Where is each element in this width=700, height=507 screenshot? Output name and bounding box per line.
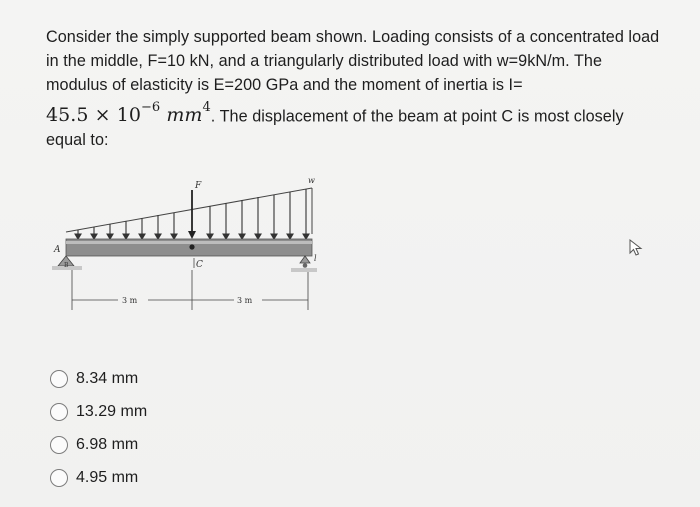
question-line-2: in the middle, F=10 kN, and a triangularly distributed load with w=9kN/m. The — [46, 52, 603, 70]
label-l: l — [314, 254, 317, 263]
option-3-label[interactable]: 6.98 mm — [76, 435, 139, 453]
option-2-radio[interactable] — [50, 403, 68, 421]
option-3-radio[interactable] — [50, 436, 68, 454]
math-base: 10 — [116, 104, 141, 127]
dim-right: 3 m — [237, 296, 253, 305]
math-coefficient: 45.5 — [46, 104, 89, 127]
moment-of-inertia-value — [46, 100, 211, 127]
option-1-radio[interactable] — [50, 370, 68, 388]
label-w: w — [308, 176, 315, 185]
option-2[interactable] — [50, 395, 147, 428]
label-F: F — [195, 181, 202, 191]
right-ground — [291, 268, 317, 272]
question-after-math: . The displacement of the beam at point C is most closely — [210, 107, 624, 126]
math-unit: mm — [166, 104, 203, 127]
math-exponent: −6 — [140, 100, 161, 115]
option-4[interactable] — [50, 461, 147, 494]
question-line-1: Consider the simply supported beam shown. Loading consists of a concentrated load — [46, 28, 660, 46]
right-support — [300, 256, 310, 263]
question-text — [46, 25, 686, 152]
option-1-label[interactable]: 8.34 mm — [76, 369, 139, 387]
mouse-cursor-icon — [628, 238, 644, 256]
option-3[interactable] — [50, 428, 147, 461]
math-unit-exponent: 4 — [202, 100, 211, 115]
beam-diagram — [50, 170, 330, 320]
point-C-marker — [189, 244, 194, 249]
question-line-4 — [46, 99, 686, 128]
label-C: C — [196, 260, 203, 270]
math-times: × — [94, 104, 111, 127]
point-load-arrowhead — [188, 231, 196, 239]
answer-options — [50, 362, 147, 494]
option-2-label[interactable]: 13.29 mm — [76, 402, 148, 420]
dim-left: 3 m — [122, 296, 138, 305]
label-A: A — [54, 245, 61, 255]
right-roller — [303, 263, 308, 268]
question-line-5: equal to: — [46, 131, 109, 150]
question-line-3: modulus of elasticity is E=200 GPa and the moment of inertia is I= — [46, 76, 523, 94]
beam-highlight — [66, 241, 312, 244]
option-1[interactable] — [50, 362, 147, 395]
load-slope-line — [66, 188, 312, 232]
option-4-radio[interactable] — [50, 469, 68, 487]
dimension-lines — [72, 270, 308, 310]
option-4-label[interactable]: 4.95 mm — [76, 468, 139, 486]
label-B: B — [64, 262, 69, 269]
